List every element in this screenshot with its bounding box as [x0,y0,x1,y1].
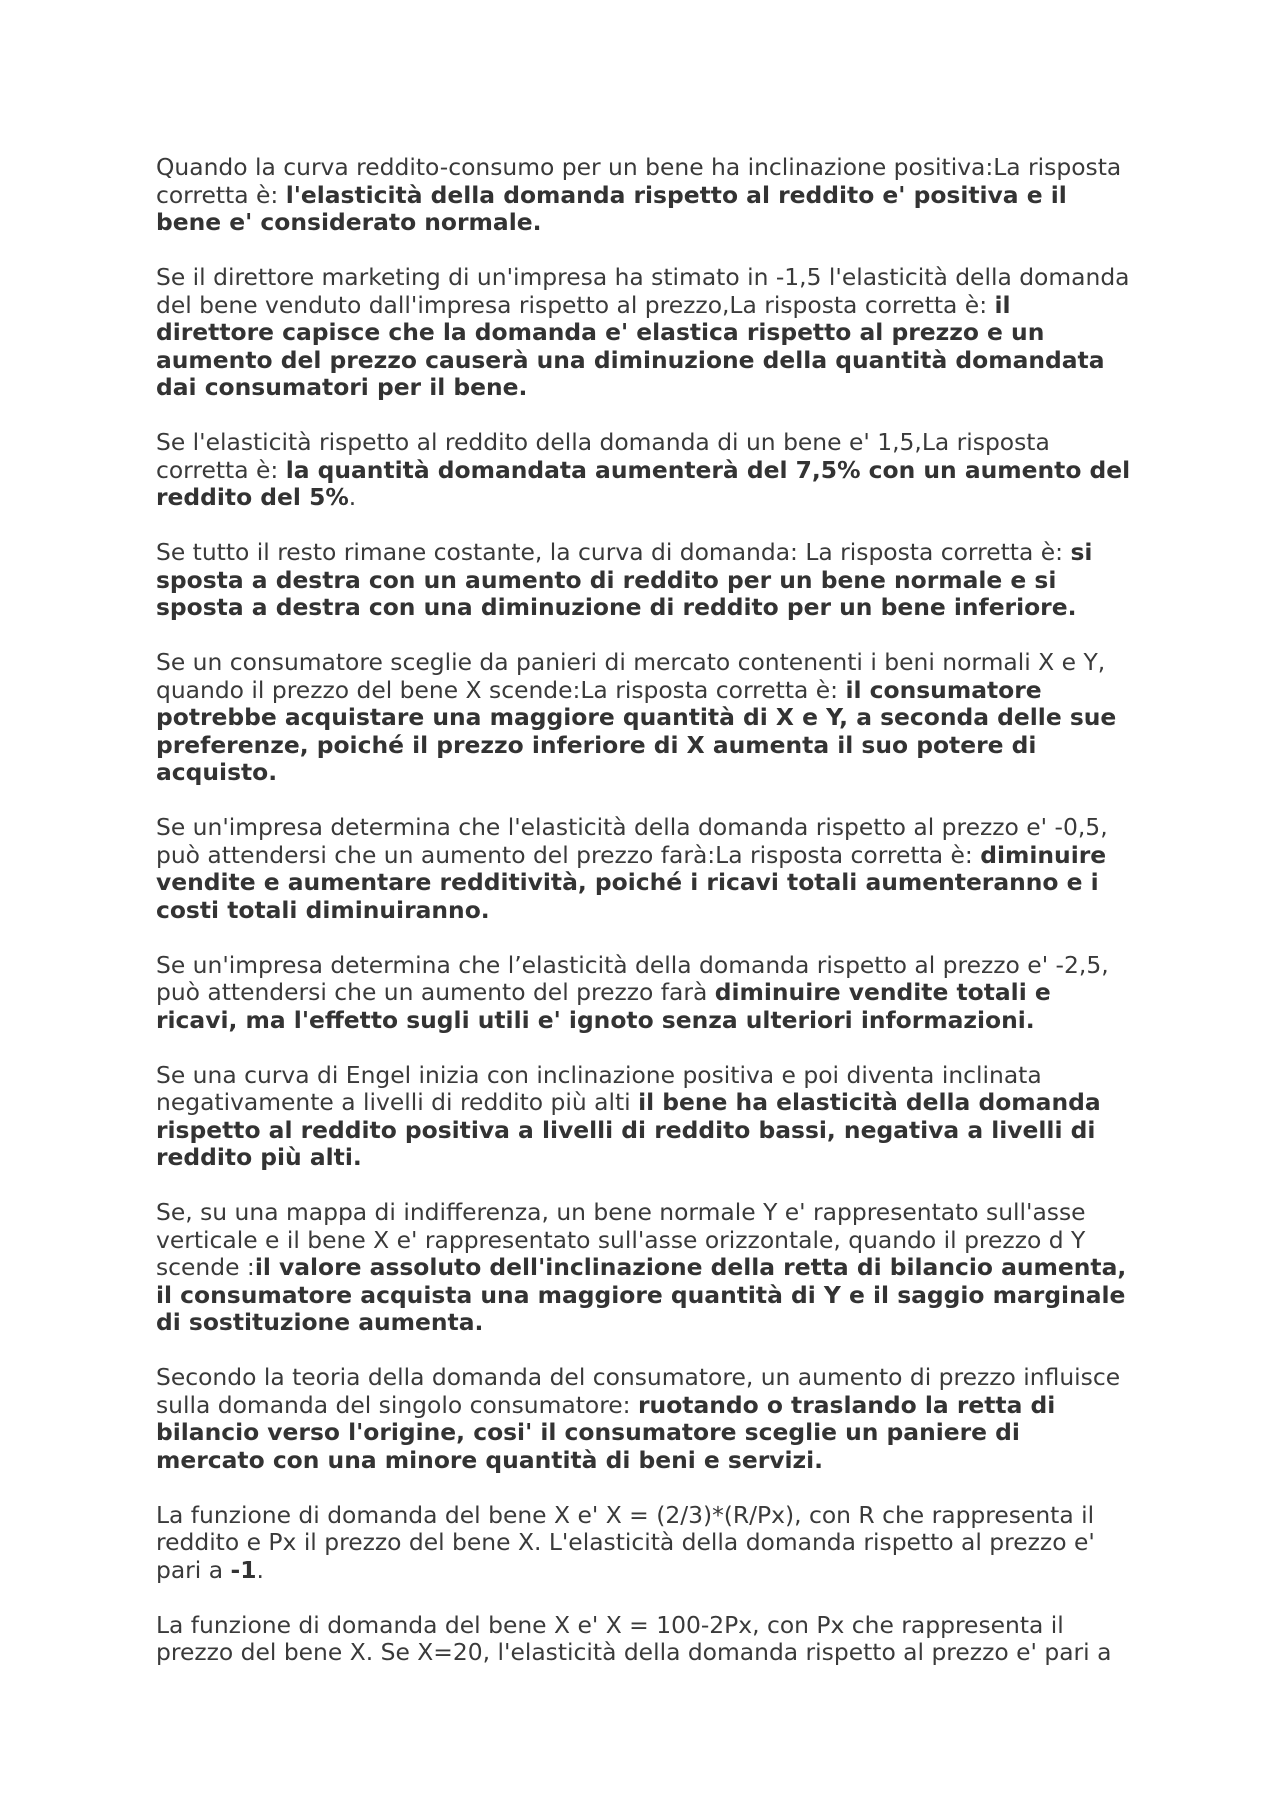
answer-text: si sposta a destra con un aumento di reddito per un bene normale e si sposta a destra con una diminuzione di reddito per un bene inferiore. [156,538,1093,621]
qa-paragraph-5 [156,649,1134,787]
qa-paragraph-7 [156,952,1134,1035]
question-text: Se l'elasticità rispetto al reddito della domanda di un bene e' 1,5,La risposta corretta è: [156,428,1050,484]
question-text: Se una curva di Engel inizia con inclinazione positiva e poi diventa inclinata negativamente a livelli di reddito più alti [156,1060,1042,1116]
answer-text: ruotando o traslando la retta di bilancio verso l'origine, cosi' il consumatore sceglie un paniere di mercato con una minore quantità di beni e servizi. [156,1390,1056,1474]
answer-text: il bene ha elasticità della domanda rispetto al reddito positiva a livelli di reddito bassi, negativa a livelli di reddito più alti. [156,1088,1101,1171]
question-text: Se un'impresa determina che l'elasticità della domanda rispetto al prezzo e' -0,5, può attendersi che un aumento del prezzo farà:La risposta corretta è: [156,813,1108,869]
question-text: Secondo la teoria della domanda del consumatore, un aumento di prezzo influisce sulla domanda del singolo consumatore: [156,1363,1121,1419]
answer-text: diminuire vendite e aumentare redditività, poiché i ricavi totali aumenteranno e i costi totali diminuiranno. [156,840,1107,924]
trailing-text: . [256,1555,264,1584]
qa-paragraph-12 [156,1612,1134,1667]
question-text: La funzione di domanda del bene X e' X = 100-2Px, con Px che rappresenta il prezzo del bene X. Se X=20, l'elasticità della domanda rispetto al prezzo e' pari a [156,1610,1112,1666]
qa-paragraph-2 [156,264,1134,402]
question-text: Se il direttore marketing di un'impresa ha stimato in -1,5 l'elasticità della domanda del bene venduto dall'impresa rispetto al prezzo,La risposta corretta è: [156,263,1130,319]
question-text: Se un'impresa determina che l’elasticità della domanda rispetto al prezzo e' -2,5, può attendersi che un aumento del prezzo farà [156,950,1109,1006]
qa-paragraph-4 [156,539,1134,622]
answer-text: il valore assoluto dell'inclinazione della retta di bilancio aumenta, il consumatore acquista una maggiore quantità di Y e il saggio marginale di sostituzione aumenta. [156,1253,1127,1336]
answer-text: il direttore capisce che la domanda e' elastica rispetto al prezzo e un aumento del prezzo causerà una diminuzione della quantità domandata dai consumatori per il bene. [156,290,1105,401]
question-text: La funzione di domanda del bene X e' X = (2/3)*(R/Px), con R che rappresenta il reddito e Px il prezzo del bene X. L'elasticità della domanda rispetto al prezzo e' pari a [156,1500,1095,1584]
question-text: Se un consumatore sceglie da panieri di mercato contenenti i beni normali X e Y, quando il prezzo del bene X scende:La risposta corretta è: [156,648,1106,704]
answer-text: l'elasticità della domanda rispetto al reddito e' positiva e il bene e' considerato normale. [156,180,1067,236]
question-text: Se, su una mappa di indifferenza, un bene normale Y e' rappresentato sull'asse verticale e il bene X e' rappresentato sull'asse orizzontale, quando il prezzo d Y scende : [156,1198,1086,1281]
trailing-text: . [348,483,357,511]
question-text: Se tutto il resto rimane costante, la curva di domanda: La risposta corretta è: [156,538,1071,566]
qa-paragraph-3 [156,429,1134,512]
question-text: Quando la curva reddito-consumo per un bene ha inclinazione positiva:La risposta corretta è: [156,153,1122,209]
answer-text: diminuire vendite totali e ricavi, ma l'effetto sugli utili e' ignoto senza ulteriori informazioni. [156,978,1051,1034]
qa-paragraph-11 [156,1502,1134,1585]
answer-text: -1 [230,1555,257,1584]
qa-paragraph-9 [156,1199,1134,1337]
answer-text: la quantità domandata aumenterà del 7,5% con un aumento del reddito del 5% [156,455,1131,511]
qa-paragraph-8 [156,1062,1134,1172]
qa-paragraph-6 [156,814,1134,924]
qa-paragraph-1 [156,154,1134,237]
answer-text: il consumatore potrebbe acquistare una maggiore quantità di X e Y, a seconda delle sue preferenze, poiché il prezzo inferiore di X aumenta il suo potere di acquisto. [156,675,1117,786]
qa-paragraph-10 [156,1364,1134,1474]
document-page [156,154,1134,1694]
